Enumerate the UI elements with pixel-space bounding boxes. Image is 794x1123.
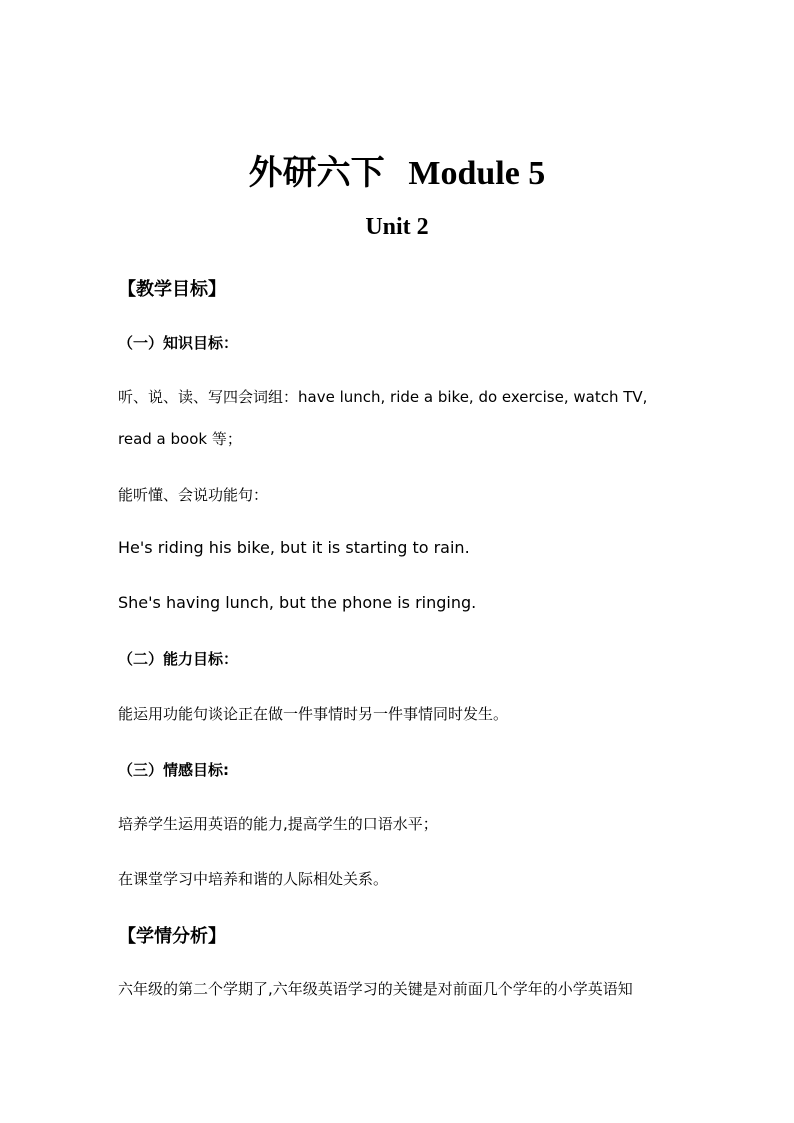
emotion-line-1: 培养学生运用英语的能力,提高学生的口语水平； [118,815,438,833]
title-module: Module 5 [408,155,546,192]
goal-heading-knowledge: （一）知识目标： [118,334,239,352]
knowledge-line-2: read a book 等； [118,430,242,448]
document-title [0,145,794,194]
title-chinese: 外研六下 [248,153,385,193]
document-subtitle: Unit 2 [365,214,429,240]
emotion-line-2: 在课堂学习中培养和谐的人际相处关系。 [118,870,389,888]
function-sentence-1: He's riding his bike, but it is starting to rain. [118,538,470,557]
knowledge-line-1: 听、说、读、写四会词组：have lunch, ride a bike, do exercise, watch TV, [118,388,648,406]
knowledge-line-3: 能听懂、会说功能句： [118,486,269,504]
goal-heading-ability: （二）能力目标： [118,650,239,668]
goal-heading-emotion: （三）情感目标: [118,761,229,779]
ability-line-1: 能运用功能句谈论正在做一件事情时另一件事情同时发生。 [118,705,509,723]
section-heading-goals: 【教学目标】 [118,279,226,300]
section-heading-analysis: 【学情分析】 [118,926,226,947]
analysis-line-1: 六年级的第二个学期了,六年级英语学习的关键是对前面几个学年的小学英语知 [118,980,633,998]
function-sentence-2: She's having lunch, but the phone is ringing. [118,593,477,612]
